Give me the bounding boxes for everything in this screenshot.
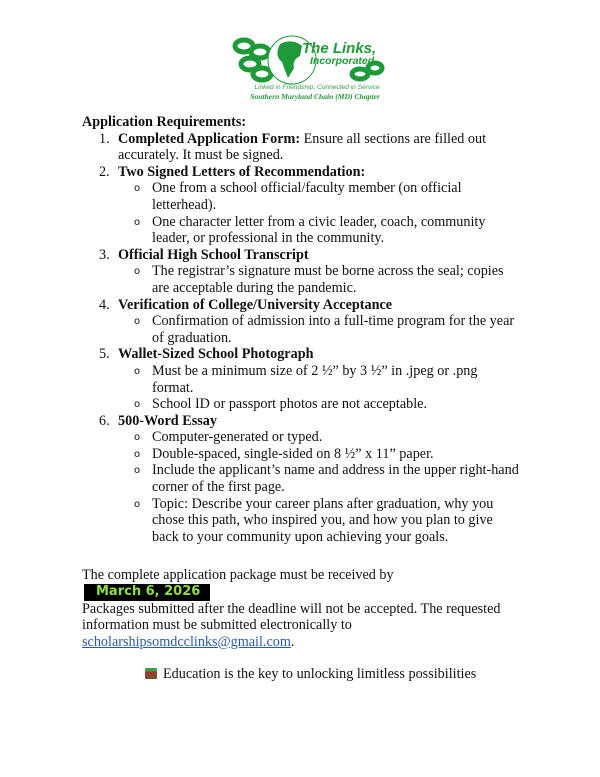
bullet-icon: o [134, 316, 141, 328]
deadline-paragraph: The complete application package must be received by March 6, 2026 Packages submitted after the deadline will not be accepted. The requested information must be submitted electronically to scholarshipsomdcclinks@gmail.com. [82, 567, 501, 650]
sub-bullet: o One from a school official/faculty member (on official letterhead). [134, 180, 462, 213]
sub-bullet: o Computer-generated or typed. [134, 429, 323, 446]
item-number: 6. [99, 412, 110, 429]
sub-bullet: o School ID or passport photos are not acceptable. [134, 396, 428, 413]
bullet-icon: o [134, 365, 141, 377]
item-number: 1. [99, 130, 110, 147]
sub-bullet: o Confirmation of admission into a full-time program for the year of graduation. [134, 313, 515, 346]
requirements-heading: Application Requirements: [82, 114, 247, 130]
item-title: Official High School Transcript [118, 246, 309, 263]
sub-bullet: o Must be a minimum size of 2 ½” by 3 ½” in .jpeg or .png format. [134, 362, 478, 396]
sub-bullet: o Topic: Describe your career plans after graduation, why you chose this path, who inspired you, and how you plan to give back to your community upon achieving your goals. [134, 495, 494, 545]
email-link[interactable]: scholarshipsomdcclinks@gmail.com [82, 633, 291, 650]
logo-tagline: Linked in Friendship, Connected in Service [254, 84, 380, 91]
requirements-list [82, 131, 522, 546]
item-title: Completed Application Form: [118, 130, 301, 147]
requirements-section [82, 114, 522, 545]
sub-bullet: o The registrar’s signature must be borne across the seal; copies are acceptable during the pandemic. [134, 263, 504, 296]
bullet-icon: o [134, 465, 141, 477]
item-number: 5. [99, 346, 110, 363]
document-body [82, 0, 522, 703]
requirement-item [82, 413, 522, 546]
sub-bullet: o Double-spaced, single-sided on 8 ½” x 11” paper. [134, 445, 434, 462]
item-title: Two Signed Letters of Recommendation: [118, 163, 366, 180]
requirement-item [82, 297, 522, 347]
sub-bullet: o Include the applicant’s name and address in the upper right-hand corner of the first page. [134, 462, 519, 496]
item-text: Ensure all sections are filled out accurately. It must be signed. [118, 130, 487, 164]
motto: Education is the key to unlocking limitless possibilities [82, 666, 522, 703]
item-number: 4. [99, 296, 110, 313]
deadline-date: March 6, 2026 [84, 584, 210, 601]
requirement-item [82, 346, 522, 412]
requirement-item [82, 247, 522, 297]
requirement-item [82, 164, 522, 247]
bullet-icon: o [134, 399, 141, 411]
chapter-name: Southern Maryland Chain (MD) Chapter [250, 92, 380, 101]
links-logo: The Links, Incorporated Linked in Friendship, Connected in Service Southern Maryland Chain (MD) Chapter [230, 34, 400, 104]
bullet-icon: o [134, 216, 141, 228]
item-title: Wallet-Sized School Photograph [118, 346, 314, 363]
bullet-icon: o [134, 498, 141, 510]
bullet-icon: o [134, 266, 141, 278]
requirement-item [82, 131, 522, 164]
item-title: 500-Word Essay [118, 412, 217, 429]
item-number: 3. [99, 246, 110, 263]
bullet-icon: o [134, 448, 141, 460]
item-title: Verification of College/University Acceptance [118, 296, 393, 313]
item-number: 2. [99, 163, 110, 180]
books-icon [145, 668, 157, 679]
sub-bullet: o One character letter from a civic leader, coach, community leader, or professional in the community. [134, 213, 486, 247]
bullet-icon: o [134, 183, 141, 195]
bullet-icon: o [134, 432, 141, 444]
